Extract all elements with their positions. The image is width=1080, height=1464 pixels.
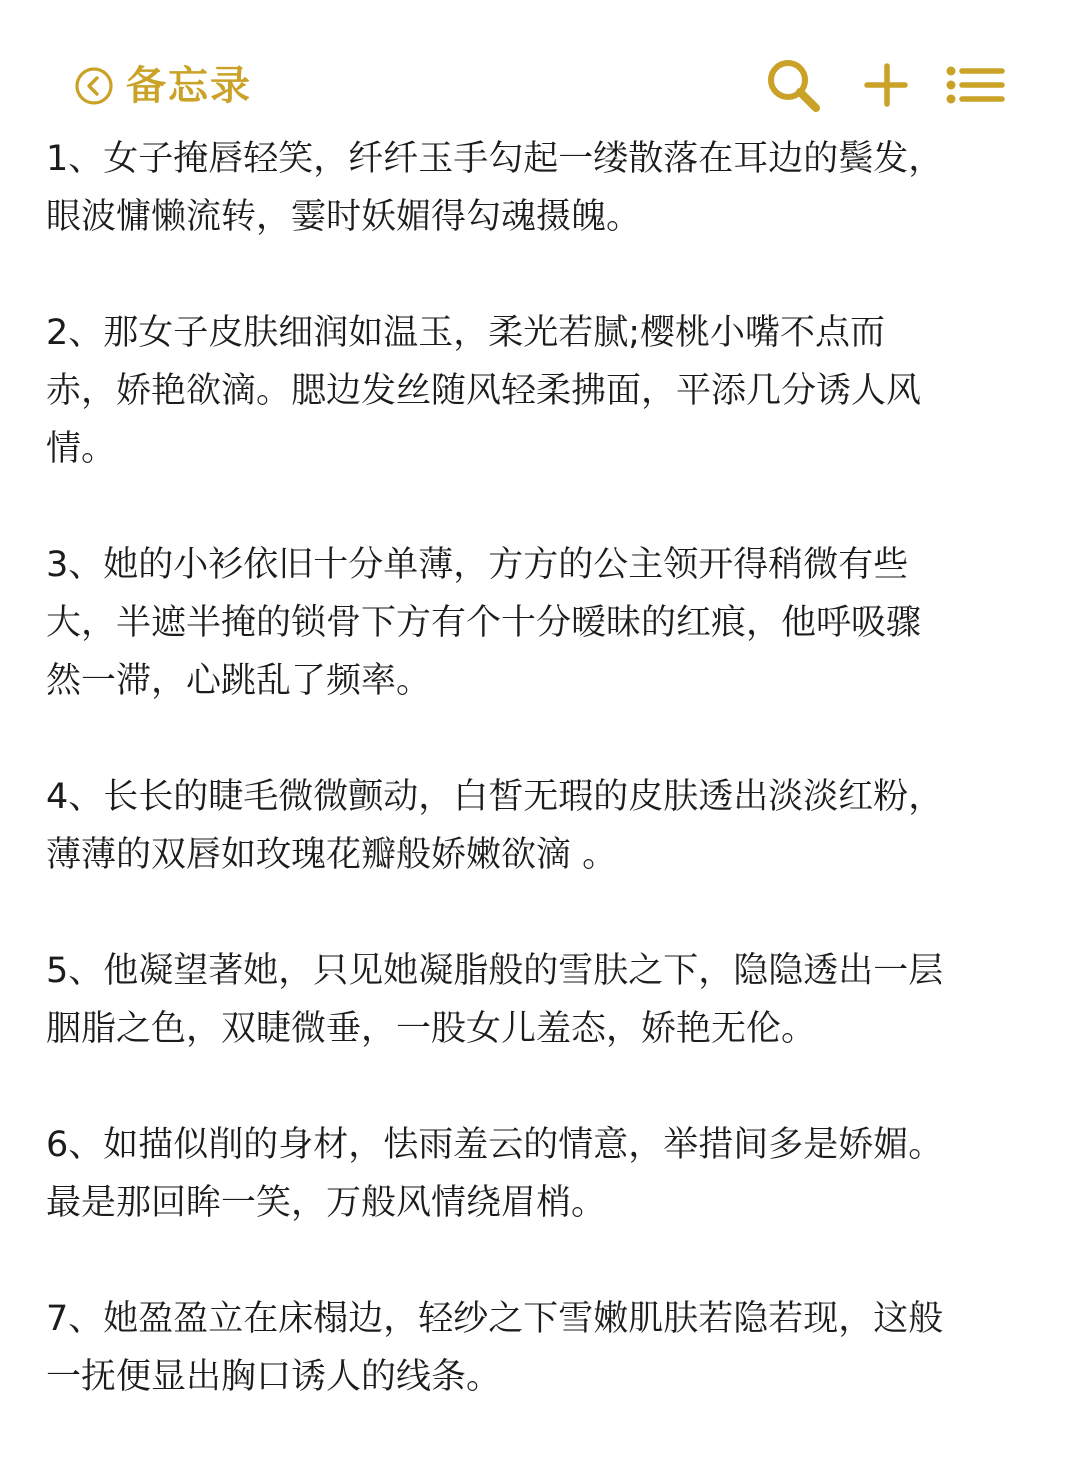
- search-icon: [762, 56, 824, 116]
- note-paragraph: 3、她的小衫依旧十分单薄，方方的公主领开得稍微有些 大，半遮半掩的锁骨下方有个十分暧昧的红痕，他呼吸骤 然一滞，心跳乱了频率。: [46, 545, 922, 701]
- plus-icon: [856, 56, 918, 116]
- back-label: 备忘录: [126, 63, 252, 109]
- list-menu-button[interactable]: [944, 56, 1006, 116]
- note-paragraph: 6、如描似削的身材，怯雨羞云的情意，举措间多是娇媚。 最是那回眸一笑，万般风情绕眉梢。: [46, 1125, 944, 1223]
- app-header: [0, 0, 1080, 130]
- search-button[interactable]: [762, 56, 824, 116]
- note-body[interactable]: [46, 130, 1046, 1464]
- back-button[interactable]: [74, 58, 252, 114]
- note-paragraph: 4、长长的睫毛微微颤动，白皙无瑕的皮肤透出淡淡红粉， 薄薄的双唇如玫瑰花瓣般娇嫩欲滴 。: [46, 777, 944, 875]
- chevron-left-icon: [74, 66, 114, 106]
- note-paragraph: 1、女子掩唇轻笑，纤纤玉手勾起一缕散落在耳边的鬓发， 眼波慵懒流转，霎时妖媚得勾魂摄魄。: [46, 139, 944, 237]
- list-icon: [944, 56, 1006, 116]
- note-paragraph: 5、他凝望著她，只见她凝脂般的雪肤之下，隐隐透出一层 胭脂之色，双睫微垂，一股女儿羞态，娇艳无伦。: [46, 951, 944, 1049]
- note-paragraph: 7、她盈盈立在床榻边，轻纱之下雪嫩肌肤若隐若现，这般 一抚便显出胸口诱人的线条。: [46, 1299, 944, 1397]
- note-paragraph: 2、那女子皮肤细润如温玉，柔光若腻;樱桃小嘴不点而 赤，娇艳欲滴。腮边发丝随风轻柔拂面，平添几分诱人风 情。: [46, 313, 922, 469]
- add-note-button[interactable]: [856, 56, 918, 116]
